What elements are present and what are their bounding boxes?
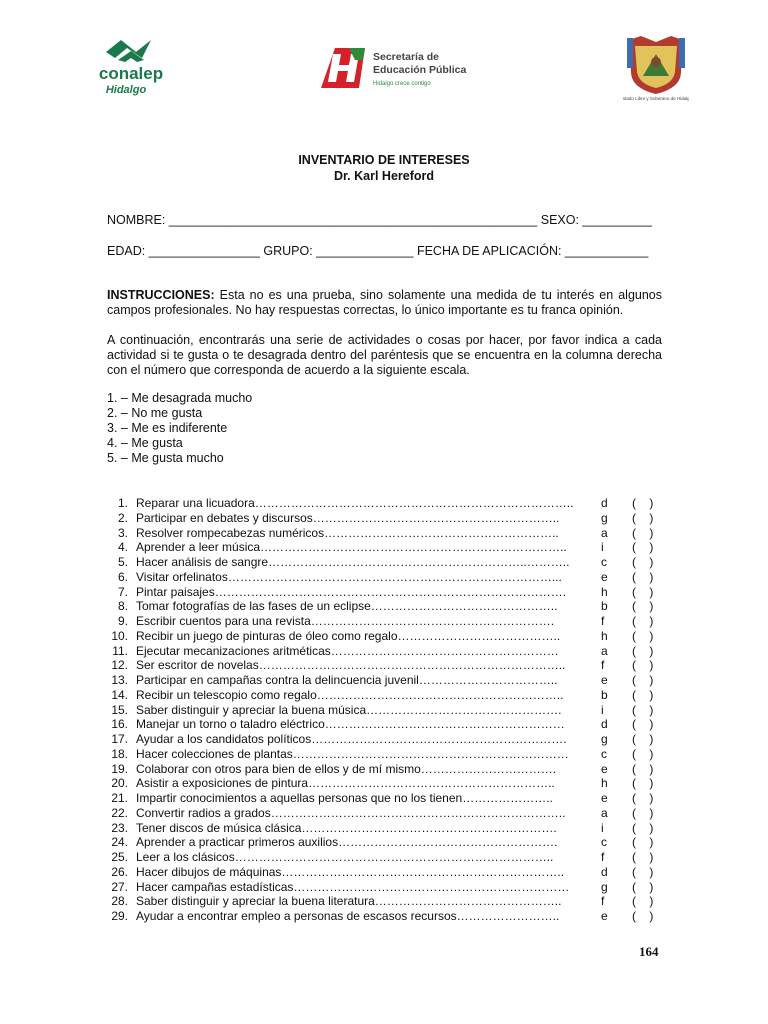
interest-item-row — [107, 806, 662, 821]
answer-parentheses[interactable]: ( ) — [632, 525, 659, 540]
answer-parentheses[interactable]: ( ) — [632, 894, 659, 909]
interest-item-row — [107, 717, 662, 732]
answer-parentheses[interactable]: ( ) — [632, 776, 659, 791]
item-text: Pintar paisajes……………………………………………………………………………. — [136, 584, 567, 599]
answer-parentheses[interactable]: ( ) — [632, 673, 659, 687]
sep-line1: Secretaría de — [373, 51, 439, 63]
item-area-code: g — [601, 510, 608, 525]
item-area-code: g — [601, 732, 608, 746]
interest-item-row — [107, 570, 662, 585]
item-number: 2. — [117, 510, 128, 525]
interest-item-row — [107, 658, 662, 673]
item-area-code: e — [601, 569, 608, 584]
interest-item-row — [107, 511, 662, 526]
interest-item-row — [107, 850, 662, 865]
item-number: 7. — [117, 584, 128, 599]
item-area-code: g — [601, 879, 608, 894]
item-area-code: a — [601, 525, 608, 540]
item-text: Participar en campañas contra la delincuencia juvenil…………………………….. — [136, 673, 558, 687]
instructions-label: INSTRUCCIONES: — [107, 288, 215, 302]
item-text: Asistir a exposiciones de pintura…………………………………………………….. — [136, 776, 555, 791]
answer-parentheses[interactable]: ( ) — [632, 791, 659, 805]
interest-item-row — [107, 496, 662, 511]
instructions — [107, 288, 662, 318]
item-number: 27. — [111, 879, 128, 894]
item-area-code: f — [601, 850, 605, 864]
interest-item-row — [107, 629, 662, 644]
item-number: 6. — [117, 569, 128, 584]
item-number: 21. — [111, 791, 128, 805]
item-text: Leer a los clásicos…………………………………………………………………….. — [136, 850, 554, 864]
item-text: Hacer colecciones de plantas…………………………………………………………… — [136, 746, 569, 761]
answer-parentheses[interactable]: ( ) — [632, 717, 659, 732]
interest-item-row — [107, 821, 662, 836]
sep-h-icon — [319, 46, 479, 92]
answer-parentheses[interactable]: ( ) — [632, 864, 659, 879]
item-area-code: d — [601, 496, 608, 510]
answer-parentheses[interactable]: ( ) — [632, 643, 659, 658]
item-number: 28. — [111, 894, 128, 909]
answer-parentheses[interactable]: ( ) — [632, 835, 659, 850]
instructions-paragraph: A continuación, encontrarás una serie de actividades o cosas por hacer, por favor indica a cada actividad si te gusta o te desagrada dentro del paréntesis que se encuentra en la columna derecha con el número que corresponda de acuerdo a la siguiente escala. — [107, 333, 662, 377]
item-number: 8. — [117, 599, 128, 614]
conalep-region: Hidalgo — [105, 84, 147, 96]
answer-parentheses[interactable]: ( ) — [632, 599, 659, 614]
answer-parentheses[interactable]: ( ) — [632, 496, 659, 510]
answer-parentheses[interactable]: ( ) — [632, 555, 659, 569]
interest-item-row — [107, 585, 662, 600]
interest-item-row — [107, 614, 662, 629]
item-number: 29. — [111, 909, 128, 923]
item-area-code: h — [601, 776, 608, 791]
item-text: Ejecutar mecanizaciones aritméticas………………………………………………… — [136, 643, 559, 658]
item-text: Hacer dibujos de máquinas…………………………………………………………….. — [136, 864, 565, 879]
hidalgo-coat-of-arms — [623, 32, 689, 108]
answer-parentheses[interactable]: ( ) — [632, 820, 659, 835]
item-number: 17. — [111, 732, 128, 746]
item-number: 12. — [111, 658, 128, 673]
interest-item-row — [107, 835, 662, 850]
item-area-code: h — [601, 584, 608, 599]
item-text: Ayudar a encontrar empleo a personas de escasos recursos…………………….. — [136, 909, 560, 923]
interest-item-row — [107, 894, 662, 909]
item-area-code: h — [601, 628, 608, 643]
item-area-code: c — [601, 835, 607, 850]
item-area-code: e — [601, 909, 608, 923]
item-number: 11. — [112, 643, 128, 658]
conalep-logo — [96, 36, 166, 98]
answer-parentheses[interactable]: ( ) — [632, 732, 659, 746]
page-number: 164 — [639, 944, 659, 959]
item-number: 10. — [111, 628, 128, 643]
item-area-code: b — [601, 599, 608, 614]
document-title: INVENTARIO DE INTERESES — [298, 153, 470, 167]
age-group-date-fields: EDAD: ________________ GRUPO: ______________ FECHA DE APLICACIÓN: ____________ — [107, 244, 649, 258]
item-area-code: a — [601, 643, 608, 658]
scale-item: 2. – No me gusta — [107, 406, 203, 420]
item-number: 3. — [117, 525, 128, 540]
item-text: Recibir un juego de pinturas de óleo como regalo………………………………….. — [136, 628, 561, 643]
item-area-code: c — [601, 555, 607, 569]
interest-item-row — [107, 526, 662, 541]
item-text: Saber distinguir y apreciar la buena literatura……………………………………….. — [136, 894, 562, 909]
interest-item-row — [107, 909, 662, 924]
coat-of-arms-icon — [623, 32, 689, 108]
item-area-code: b — [601, 687, 608, 702]
item-text: Tomar fotografías de las fases de un eclipse……………………………………….. — [136, 599, 558, 614]
interest-item-row — [107, 703, 662, 718]
item-area-code: d — [601, 864, 608, 879]
interest-item-row — [107, 555, 662, 570]
item-number: 20. — [111, 776, 128, 791]
interest-item-row — [107, 747, 662, 762]
scale-item: 4. – Me gusta — [107, 436, 183, 450]
interest-item-row — [107, 791, 662, 806]
interest-item-row — [107, 644, 662, 659]
item-area-code: a — [601, 805, 608, 820]
scale-item: 1. – Me desagrada mucho — [107, 391, 253, 405]
item-text: Escribir cuentos para una revista……………………………………………………. — [136, 614, 555, 628]
item-number: 22. — [111, 805, 128, 820]
item-number: 4. — [117, 540, 128, 555]
item-number: 26. — [111, 864, 128, 879]
item-number: 15. — [111, 702, 128, 717]
item-text: Aprender a leer música………………………………………………………………….. — [136, 540, 567, 555]
item-number: 24. — [111, 835, 128, 850]
interest-item-row — [107, 776, 662, 791]
hidalgo-caption: Estado Libre y Soberano de Hidalgo — [623, 96, 689, 101]
item-area-code: i — [601, 820, 604, 835]
answer-parentheses[interactable]: ( ) — [632, 658, 659, 673]
item-text: Ser escritor de novelas………………………………………………………………….. — [136, 658, 566, 673]
item-number: 5. — [117, 555, 128, 569]
item-text: Hacer campañas estadísticas…………………………………………………………… — [136, 879, 570, 894]
item-area-code: i — [601, 702, 604, 717]
item-text: Impartir conocimientos a aquellas personas que no los tienen………………….. — [136, 791, 553, 805]
item-number: 1. — [117, 496, 128, 510]
answer-parentheses[interactable]: ( ) — [632, 569, 659, 584]
answer-parentheses[interactable]: ( ) — [632, 805, 659, 820]
document-author: Dr. Karl Hereford — [333, 169, 435, 183]
interest-item-row — [107, 688, 662, 703]
item-area-code: e — [601, 673, 608, 687]
answer-parentheses[interactable]: ( ) — [632, 746, 659, 761]
conalep-wordmark: conalep — [98, 64, 164, 83]
item-text: Reparar una licuadora…………………………………………………………………….. — [136, 496, 574, 510]
item-text: Aprender a practicar primeros auxilios………………………………………………. — [136, 835, 558, 850]
item-number: 25. — [111, 850, 128, 864]
answer-parentheses[interactable]: ( ) — [632, 909, 659, 923]
item-number: 14. — [111, 687, 128, 702]
item-area-code: e — [601, 791, 608, 805]
item-area-code: i — [601, 540, 604, 555]
answer-parentheses[interactable]: ( ) — [632, 702, 659, 717]
item-text: Colaborar con otros para bien de ellos y de mí mismo……………………………. — [136, 761, 557, 776]
interest-item-row — [107, 732, 662, 747]
item-text: Saber distinguir y apreciar la buena música…………………………………………. — [136, 702, 562, 717]
sep-tagline: Hidalgo crece contigo — [373, 81, 431, 87]
response-scale — [107, 391, 252, 466]
item-text: Tener discos de música clásica………………………………………………………. — [136, 820, 557, 835]
item-text: Recibir un telescopio como regalo…………………………………………………….. — [136, 687, 564, 702]
answer-parentheses[interactable]: ( ) — [632, 540, 659, 555]
item-text: Resolver rompecabezas numéricos………………………………………………….. — [136, 525, 559, 540]
item-area-code: f — [601, 658, 605, 673]
scale-item: 5. – Me gusta mucho — [107, 451, 224, 465]
item-area-code: c — [601, 746, 607, 761]
item-text: Participar en debates y discursos…………………………………………………….. — [136, 510, 560, 525]
item-text: Ayudar a los candidatos políticos………………………………………………………. — [136, 732, 567, 746]
item-number: 16. — [111, 717, 128, 732]
item-text: Manejar un torno o taladro eléctrico…………………………………………………… — [136, 717, 565, 732]
answer-parentheses[interactable]: ( ) — [632, 687, 659, 702]
item-number: 23. — [111, 820, 128, 835]
answer-parentheses[interactable]: ( ) — [632, 628, 659, 643]
scale-item: 3. – Me es indiferente — [107, 421, 228, 435]
interest-item-row — [107, 599, 662, 614]
answer-parentheses[interactable]: ( ) — [632, 850, 659, 864]
item-number: 13. — [111, 673, 128, 687]
item-number: 19. — [111, 761, 128, 776]
answer-parentheses[interactable]: ( ) — [632, 510, 659, 525]
interest-item-row — [107, 540, 662, 555]
item-text: Hacer análisis de sangre………………………………………………………..……….. — [136, 555, 570, 569]
sep-line2: Educación Pública — [373, 64, 467, 76]
answer-parentheses[interactable]: ( ) — [632, 584, 659, 599]
item-area-code: d — [601, 717, 608, 732]
conalep-emblem-icon — [96, 36, 166, 98]
item-area-code: f — [601, 614, 605, 628]
name-sex-fields: NOMBRE: _____________________________________________________ SEXO: __________ — [107, 213, 652, 227]
instructions-text: Esta no es una prueba, sino solamente una medida de tu interés en algunos campos profesionales. No hay respuestas correctas, lo único importante es tu franca opinión. — [107, 288, 662, 317]
item-area-code: f — [601, 894, 605, 909]
interest-item-row — [107, 880, 662, 895]
interest-item-row — [107, 673, 662, 688]
answer-parentheses[interactable]: ( ) — [632, 614, 659, 628]
interest-item-row — [107, 865, 662, 880]
interest-item-row — [107, 762, 662, 777]
item-text: Visitar orfelinatos………………………………………………………………………... — [136, 569, 562, 584]
answer-parentheses[interactable]: ( ) — [632, 761, 659, 776]
item-text: Convertir radios a grados……………………………………………………………….. — [136, 805, 566, 820]
item-number: 18. — [111, 746, 128, 761]
answer-parentheses[interactable]: ( ) — [632, 879, 659, 894]
item-area-code: e — [601, 761, 608, 776]
item-number: 9. — [117, 614, 128, 628]
sep-logo — [319, 46, 479, 92]
